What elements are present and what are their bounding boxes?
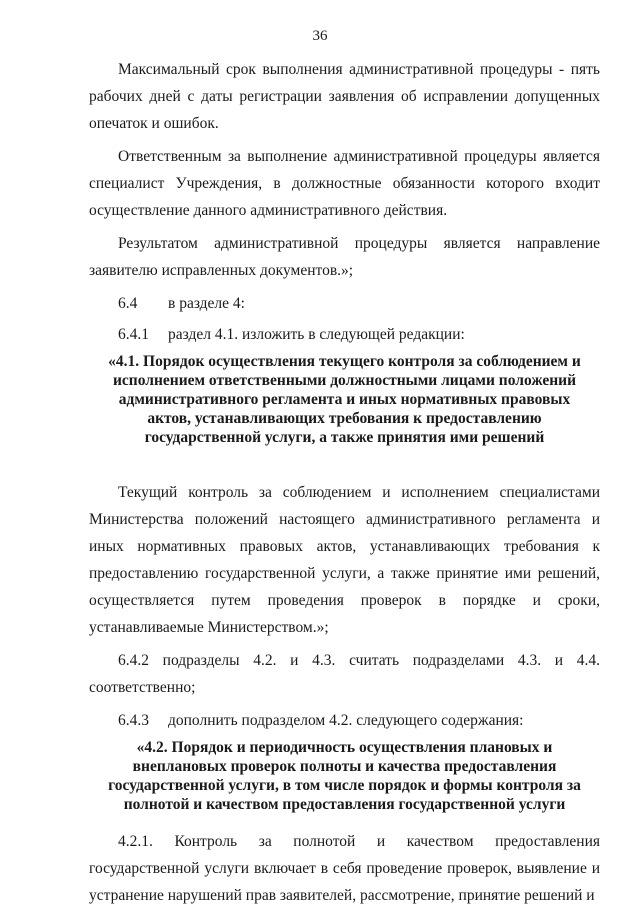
item-number: 6.4.3 [118,712,149,729]
page-content [89,56,600,915]
paragraph-max-term: Максимальный срок выполнения административной процедуры - пять рабочих дней с даты регистрации заявления об исправлении допущенных опечаток и ошибок. [89,61,600,132]
item-text: в разделе 4: [168,295,245,312]
item-number: 6.4.1 [118,326,149,343]
item-text: дополнить подразделом 4.2. следующего содержания: [168,712,524,729]
item-6-4 [89,290,600,317]
spacer [89,447,600,479]
paragraph-6-4-2: 6.4.2 подразделы 4.2. и 4.3. считать подразделами 4.3. и 4.4. соответственно; [89,652,600,696]
paragraph-responsible: Ответственным за выполнение административной процедуры является специалист Учреждения, в должностные обязанности которого входит осуществление данного административного действия. [89,148,600,219]
item-6-4-3 [89,707,600,734]
paragraph-current-control: Текущий контроль за соблюдением и исполнением специалистами Министерства положений настоящего административного регламента и иных нормативных правовых актов, устанавливающих требования к предоставлению государственной услуги, а также принятие ими решений, осуществляется путем проведения проверок в порядке и сроки, устанавливаемые Министерством.»; [89,484,600,636]
item-text: раздел 4.1. изложить в следующей редакции: [168,326,465,343]
page-number: 36 [312,28,328,44]
section-heading-4-1: «4.1. Порядок осуществления текущего контроля за соблюдением и исполнением ответственными должностными лицами положений административного регламента и иных нормативных правовых актов, устанавливающих требования к предоставлению государственной услуги, а также принятия ими решений [108,353,581,446]
item-number: 6.4 [118,295,138,312]
spacer [89,814,600,828]
paragraph-result: Результатом административной процедуры является направление заявителю исправленных документов.»; [89,235,600,279]
item-6-4-1 [89,321,600,348]
section-heading-4-2: «4.2. Порядок и периодичность осуществления плановых и внеплановых проверок полноты и качества предоставления государственной услуги, в том числе порядок и формы контроля за полнотой и качеством предоставления государственной услуги [108,739,581,813]
paragraph-4-2-1: 4.2.1. Контроль за полнотой и качеством предоставления государственной услуги включает в себя проведение проверок, выявление и устранение нарушений прав заявителей, рассмотрение, принятие решений и [89,833,600,904]
